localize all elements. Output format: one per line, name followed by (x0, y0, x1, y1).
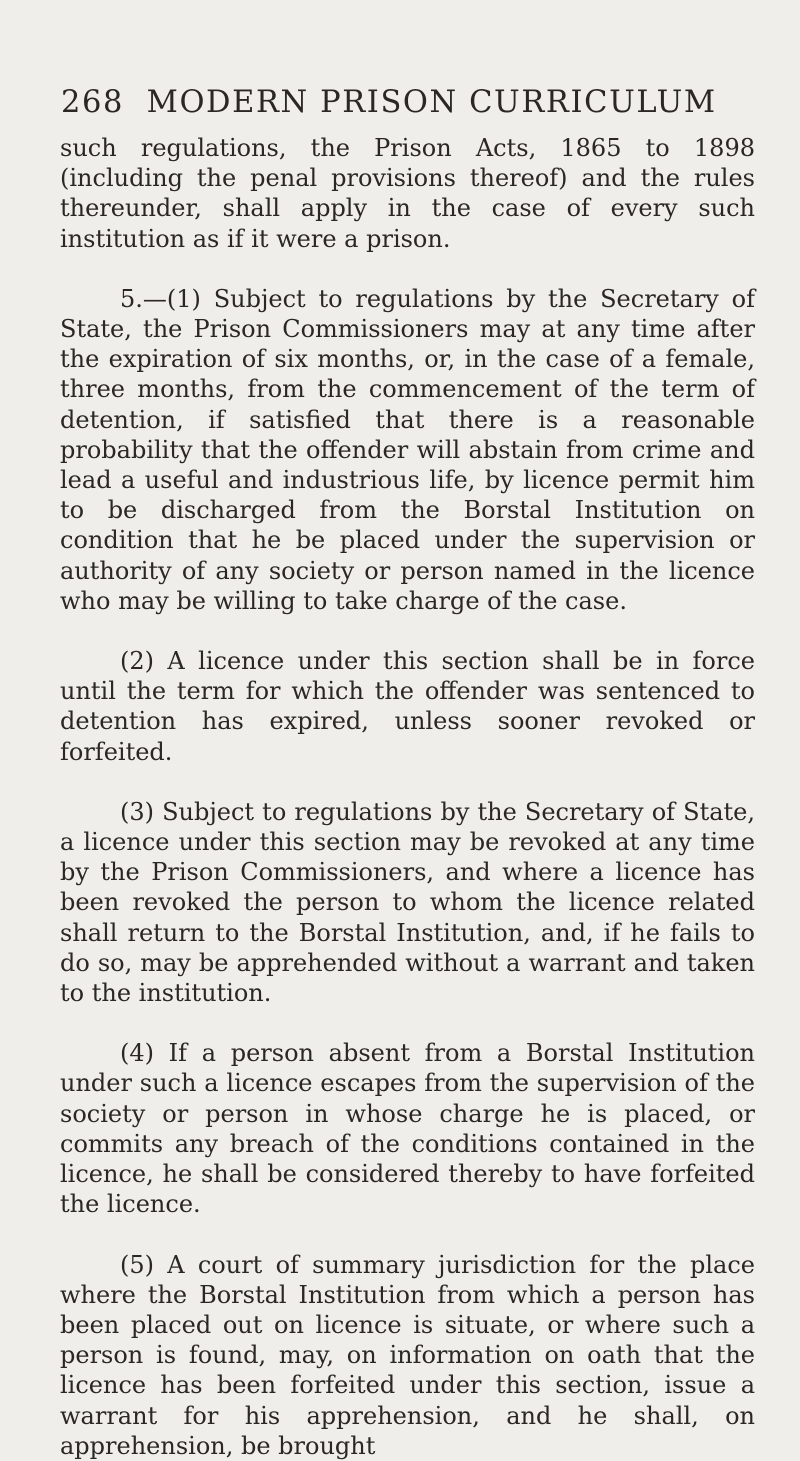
page-number: 268 (61, 85, 125, 120)
paragraph-section-5-5: (5) A court of summary jurisdiction for the place where the Borstal Institution from which a person has been placed out on licence is situate, or where such a person is found, may, on information on oath that the licence has been forfeited under this section, issue a warrant for his apprehension, and he shall, on apprehension, be brought (60, 1250, 755, 1460)
paragraph-section-5-4: (4) If a person absent from a Borstal Institution under such a licence escapes from the supervision of the society or person in whose charge he is placed, or commits any breach of the conditions contained in the licence, he shall be considered thereby to have forfeited the licence. (60, 1039, 755, 1219)
paragraph-section-5-3: (3) Subject to regulations by the Secretary of State, a licence under this section may be revoked at any time by the Prison Commissioners, and where a licence has been revoked the person to whom the licence related shall return to the Borstal Institution, and, if he fails to do so, may be apprehended without a warrant and taken to the institution. (60, 797, 755, 1008)
paragraph-section-5-1: 5.—(1) Subject to regulations by the Secretary of State, the Prison Commissioners may at any time after the expiration of six months, or, in the case of a female, three months, from the commencement of the term of detention, if satisfied that there is a reasonable probability that the offender will abstain from crime and lead a useful and industrious life, by licence permit him to be discharged from the Borstal Institution on condition that he be placed under the supervision or authority of any society or person named in the licence who may be willing to take charge of the case. (60, 284, 755, 615)
running-head-title: MODERN PRISON CURRICULUM (146, 85, 717, 120)
body-text (60, 133, 755, 1461)
paragraph-section-5-2: (2) A licence under this section shall be in force until the term for which the offender was sentenced to detention has expired, unless sooner revoked or forfeited. (60, 647, 755, 766)
paragraph-continuation: such regulations, the Prison Acts, 1865 to 1898 (including the penal provisions thereof) and the rules thereunder, shall apply in the case of every such institution as if it were a prison. (60, 134, 755, 253)
running-head (61, 85, 717, 120)
